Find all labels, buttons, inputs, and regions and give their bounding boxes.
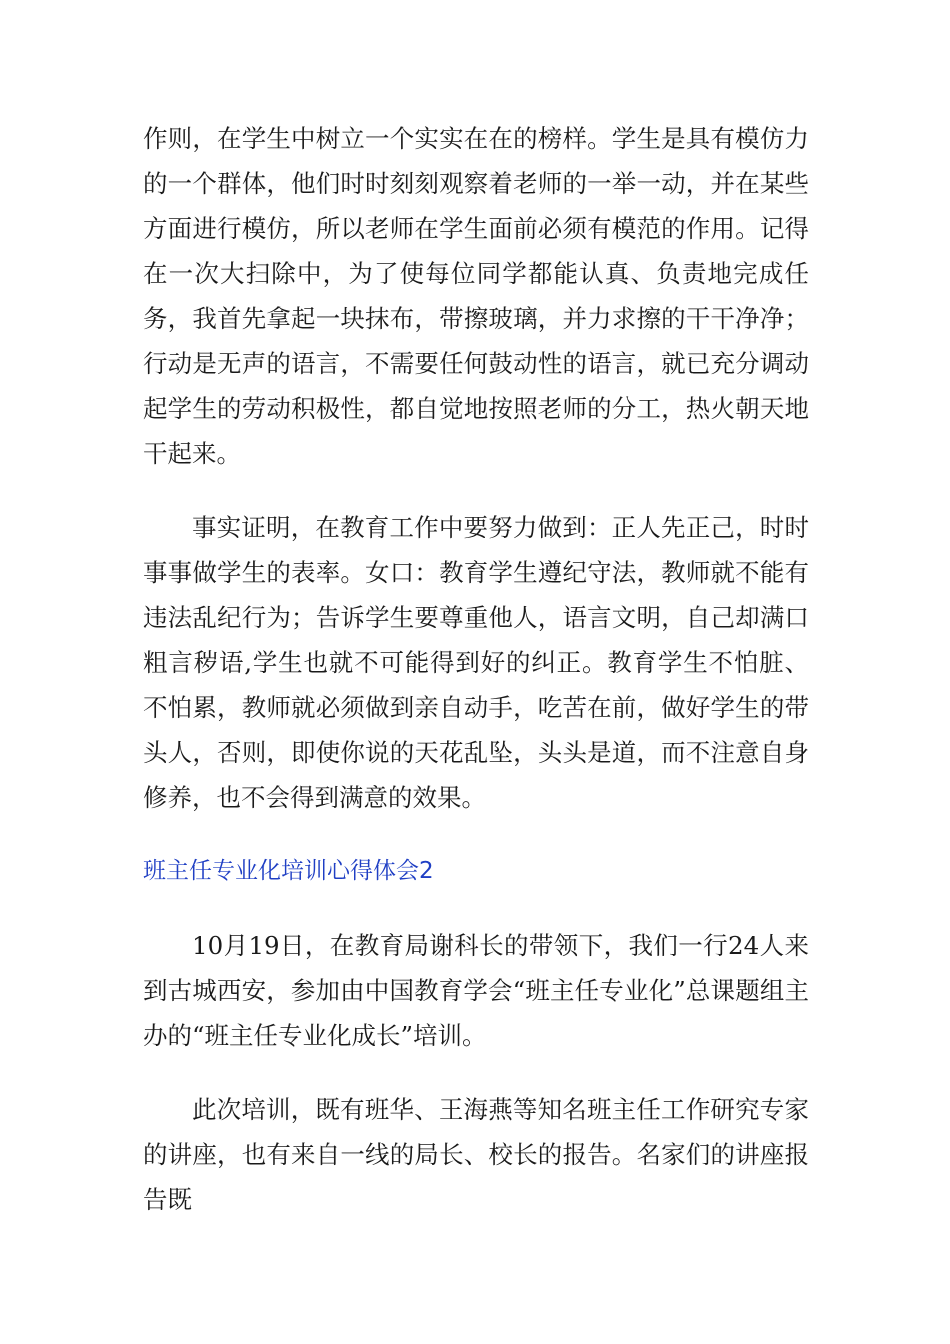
paragraph-role-model: 作则，在学生中树立一个实实在在的榜样。学生是具有模仿力的一个群体，他们时时刻刻观察着老师的一举一动，并在某些方面进行模仿，所以老师在学生面前必须有模范的作用。记得在一次大扫除中，为了使每位同学都能认真、负责地完成任务，我首先拿起一块抹布，带擦玻璃，并力求擦的干干净净；行动是无声的语言，不需要任何鼓动性的语言，就已充分调动起学生的劳动积极性，都自觉地按照老师的分工，热火朝天地干起来。 <box>143 124 809 468</box>
paragraph-lead-by-example: 事实证明，在教育工作中要努力做到：正人先正己，时时事事做学生的表率。女口：教育学生遵纪守法，教师就不能有违法乱纪行为；告诉学生要尊重他人，语言文明，自己却满口粗言秽语,学生也就不可能得到好的纠正。教育学生不怕脏、不怕累，教师就必须做到亲自动手，吃苦在前，做好学生的带头人，否则，即使你说的天花乱坠，头头是道，而不注意自身修养，也不会得到满意的效果。 <box>143 513 809 812</box>
paragraph-training-trip: 10月19日，在教育局谢科长的带领下，我们一行24人来到古城西安，参加由中国教育学会“班主任专业化”总课题组主办的“班主任专业化成长”培训。 <box>143 931 809 1050</box>
paragraph-training-content: 此次培训，既有班华、王海燕等知名班主任工作研究专家的讲座，也有来自一线的局长、校长的报告。名家们的讲座报告既 <box>143 1095 809 1214</box>
document-body <box>143 116 809 1251</box>
section-heading: 班主任专业化培训心得体会2 <box>143 858 434 884</box>
